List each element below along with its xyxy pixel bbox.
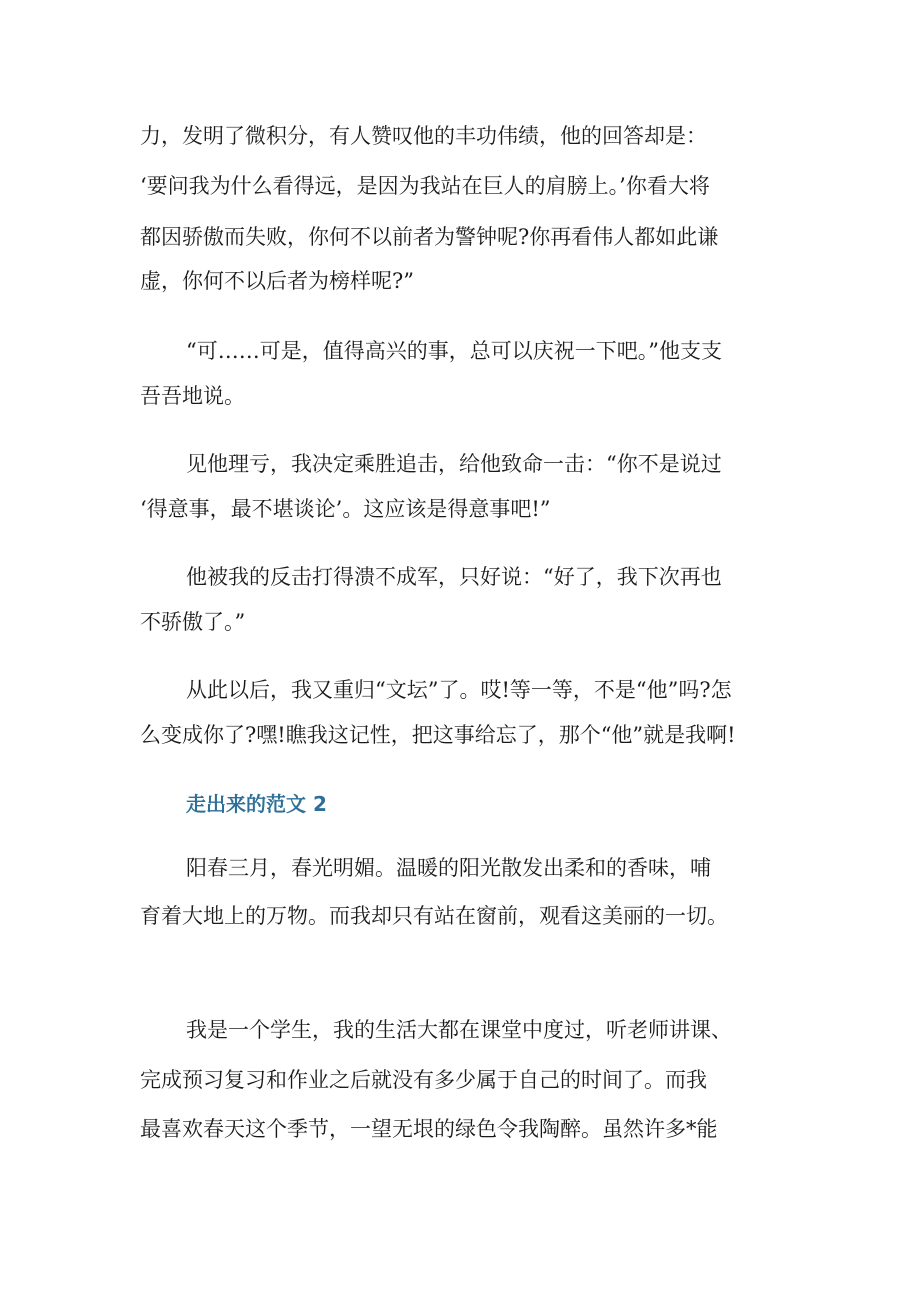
section-paragraph-1-line-2: 育着大地上的万物。而我却只有站在窗前，观看这美丽的一切。 — [140, 904, 728, 928]
paragraph-4-line-1: 他被我的反击打得溃不成军，只好说：“好了，我下次再也 — [186, 565, 722, 589]
section-paragraph-2-line-3: 最喜欢春天这个季节，一望无垠的绿色令我陶醉。虽然许多*能 — [140, 1117, 718, 1141]
paragraph-2-line-2: 吾吾地说。 — [140, 384, 245, 408]
paragraph-4-line-2: 不骄傲了。” — [140, 610, 246, 634]
paragraph-5-line-2: 么变成你了?嘿!瞧我这记性，把这事给忘了，那个“他”就是我啊! — [140, 723, 736, 747]
section-paragraph-2-line-1: 我是一个学生，我的生活大都在课堂中度过，听老师讲课、 — [186, 1018, 732, 1042]
paragraph-1-line-1: 力，发明了微积分，有人赞叹他的丰功伟绩，他的回答却是： — [140, 124, 707, 148]
section-paragraph-2-line-2: 完成预习复习和作业之后就没有多少属于自己的时间了。而我 — [140, 1068, 707, 1092]
paragraph-1-line-4: 虚，你何不以后者为榜样呢?” — [140, 269, 414, 293]
paragraph-3-line-1: 见他理亏，我决定乘胜追击，给他致命一击：“你不是说过 — [186, 452, 722, 476]
paragraph-5-line-1: 从此以后，我又重归“文坛”了。哎!等一等，不是“他”吗?怎 — [186, 678, 732, 702]
paragraph-3-line-2: ‘得意事，最不堪谈论’。这应该是得意事吧!” — [140, 497, 551, 521]
paragraph-1-line-3: 都因骄傲而失败，你何不以前者为警钟呢?你再看伟人都如此谦 — [140, 225, 719, 249]
section-heading: 走出来的范文 2 — [186, 792, 327, 816]
paragraph-1-line-2: ‘要问我为什么看得远，是因为我站在巨人的肩膀上。’你看大将 — [140, 174, 710, 198]
paragraph-2-line-1: “可……可是，值得高兴的事，总可以庆祝一下吧。”他支支 — [186, 339, 722, 363]
section-paragraph-1-line-1: 阳春三月，春光明媚。温暖的阳光散发出柔和的香味，哺 — [186, 856, 711, 880]
